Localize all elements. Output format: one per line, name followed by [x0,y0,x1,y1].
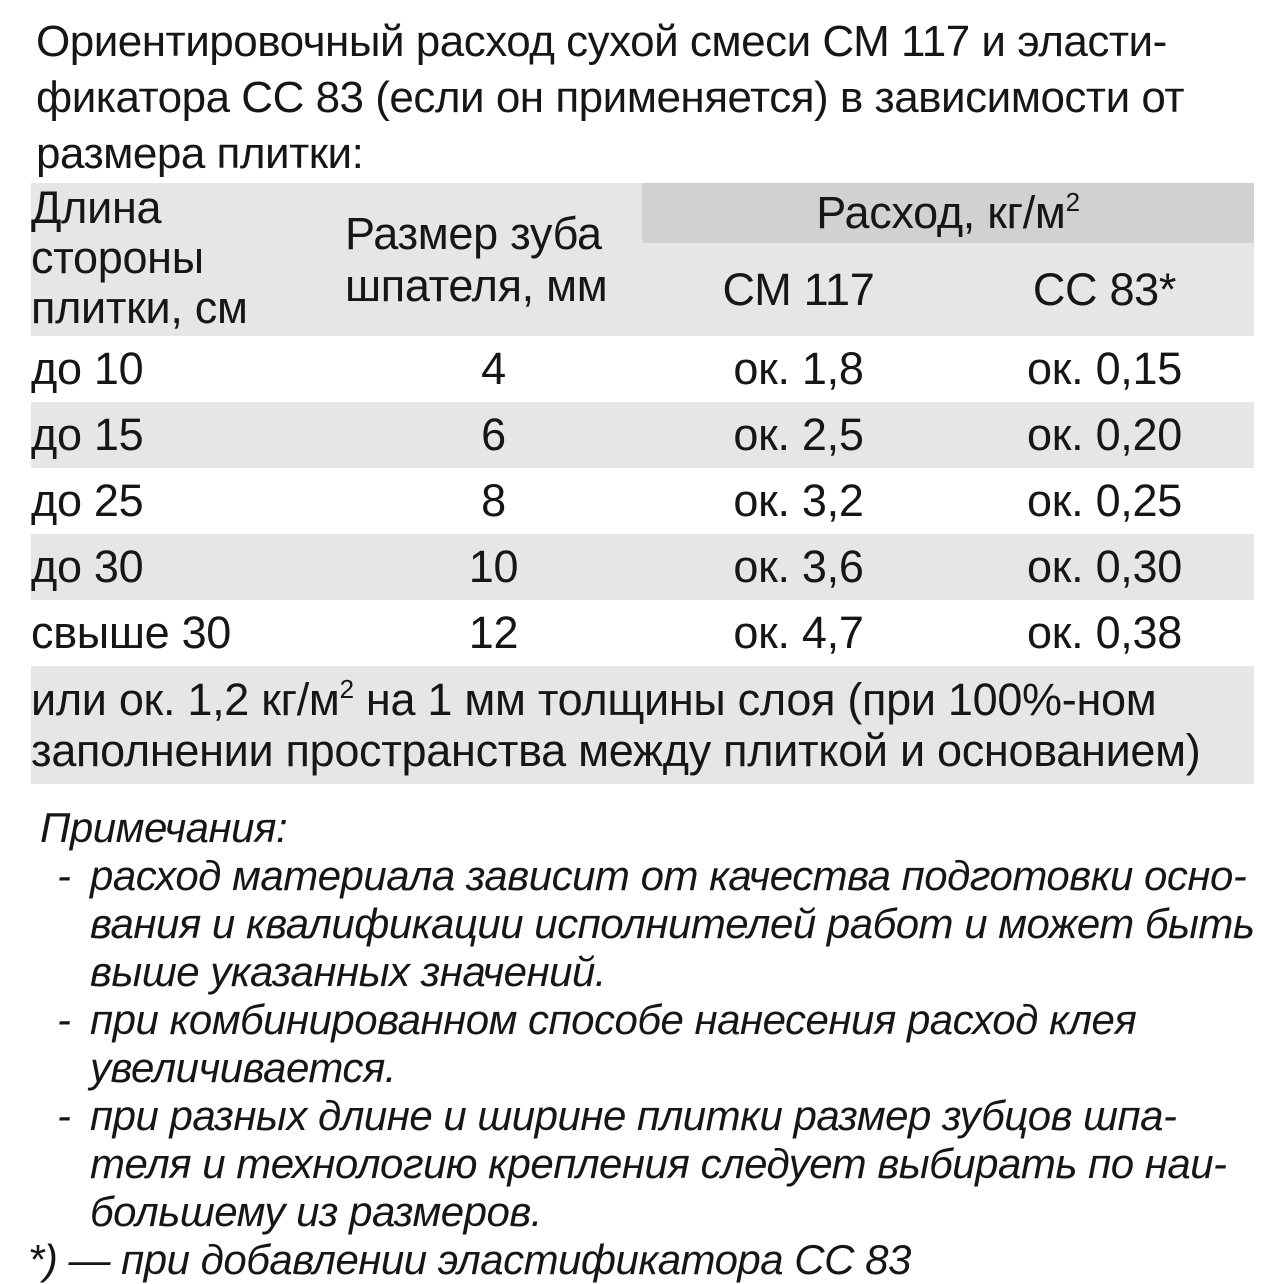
cell-cc83-value: ок. 0,20 [1027,409,1182,460]
column-subheader-cc83: СС 83* [955,243,1254,336]
note-line: при комбинированном способе нанесения расход клея [90,996,1137,1043]
footer-note-line-2: заполнении пространства между плиткой и основанием) [31,725,1201,776]
trowel-header-line-1: Размер зуба [345,207,602,259]
column-header-consumption: Расход, кг/м2 [642,183,1254,243]
column-header-tile-side-length [31,183,345,336]
consumption-table-wrapper [31,183,1254,784]
table-footer-row [31,666,1254,784]
note-item [40,852,1264,996]
column-header-trowel-tooth-size [345,183,642,336]
cell-tooth-size: 12 [468,607,519,658]
notes-heading: Примечания: [40,804,288,851]
note-line: увеличивается. [90,1044,396,1091]
footer-note-line1-pre: или ок. 1,2 кг/м [31,674,340,725]
table-row [31,468,1254,534]
table-row [31,402,1254,468]
note-line: большему из размеров. [90,1188,542,1235]
note-item [40,996,1264,1092]
tile-side-header-line-3: плитки, см [31,282,248,333]
title-line-1: Ориентировочный расход сухой смеси СМ 117 и эласти- [36,17,1167,66]
note-item [40,1092,1264,1236]
cell-tooth-size: 8 [481,475,506,526]
cell-cm117-value: ок. 3,6 [733,541,864,592]
table-footer-note [31,666,1254,784]
cell-tile-size: до 10 [31,343,144,394]
cell-cm117-value: ок. 1,8 [733,343,864,394]
page-title [36,14,1184,182]
table-row [31,600,1254,666]
footer-note-line1-post: на 1 мм толщины слоя (при 100%-ном [353,674,1157,725]
title-line-2: фикатора СС 83 (если он применяется) в зависимости от [36,73,1185,122]
cell-cm117-value: ок. 4,7 [733,607,864,658]
note-line: расход материала зависит от качества подготовки осно- [90,852,1247,899]
cell-tooth-size: 6 [481,409,506,460]
cell-tile-size: до 25 [31,475,144,526]
title-line-3: размера плитки: [36,129,364,178]
notes-section [28,804,1264,1284]
column-subheader-cm117: СМ 117 [642,243,955,336]
cell-cc83-value: ок. 0,38 [1027,607,1182,658]
table-row [31,336,1254,402]
footer-note-line-1: или ок. 1,2 кг/м2 на 1 мм толщины слоя (при 100%-ном [31,674,1157,725]
cell-cm117-value: ок. 3,2 [733,475,864,526]
cell-cc83-value: ок. 0,30 [1027,541,1182,592]
table-body [31,336,1254,784]
note-line: при разных длине и ширине плитки размер зубцов шпа- [90,1092,1177,1139]
cell-cm117-value: ок. 2,5 [733,409,864,460]
cell-tile-size: до 30 [31,541,144,592]
table-header [31,183,1254,336]
cell-tile-size: свыше 30 [31,607,232,658]
note-line: теля и технологию крепления следует выбирать по наи- [90,1140,1227,1187]
cell-tooth-size: 4 [481,343,506,394]
cell-cc83-value: ок. 0,15 [1027,343,1182,394]
note-bullet-dash: - [57,996,71,1043]
note-bullet-dash: - [57,1092,71,1139]
tile-side-header-line-1: Длина [31,182,162,233]
cell-tile-size: до 15 [31,409,144,460]
note-line: выше указанных значений. [90,948,606,995]
consumption-table [31,183,1254,784]
note-line: вания и квалификации исполнителей работ и может быть [90,900,1255,947]
tile-side-header-line-2: стороны [31,232,204,283]
note-bullet-dash: - [57,852,71,899]
trowel-header-line-2: шпателя, мм [345,259,608,311]
asterisk-footnote: *) — при добавлении эластификатора СС 83 [28,1236,911,1283]
consumption-header-label: Расход, кг/м [816,187,1066,238]
cell-cc83-value: ок. 0,25 [1027,475,1182,526]
cell-tooth-size: 10 [468,541,519,592]
table-row [31,534,1254,600]
